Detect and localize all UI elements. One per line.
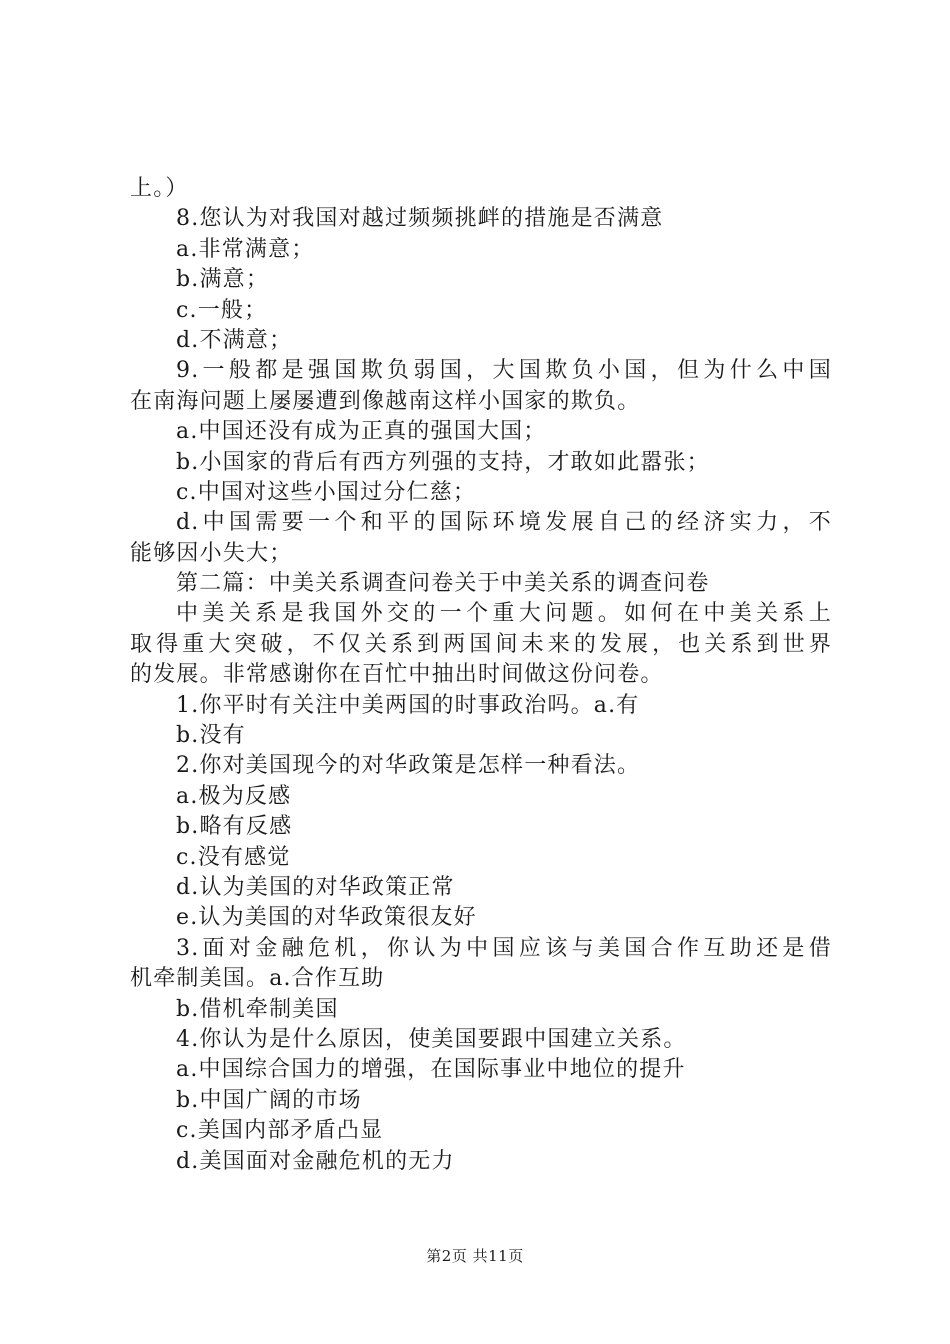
text-line: 机牵制美国。a.合作互助 [130, 966, 385, 992]
text-line: d.美国面对金融危机的无力 [176, 1148, 455, 1174]
page-footer: 第2页 共11页 [426, 1247, 524, 1265]
text-line: a.中国还没有成为正真的强国大国； [176, 419, 547, 445]
text-line: c.中国对这些小国过分仁慈； [176, 479, 477, 505]
text-line: 的发展。非常感谢你在百忙中抽出时间做这份问卷。 [130, 662, 664, 688]
text-line: 2.你对美国现今的对华政策是怎样一种看法。 [176, 753, 641, 779]
text-line: c.没有感觉 [176, 844, 291, 870]
document-body [130, 174, 832, 1177]
text-line: b.满意； [176, 267, 270, 293]
text-line: d.中国需要一个和平的国际环境发展自己的经济实力，不 [176, 510, 832, 536]
text-line: 取得重大突破，不仅关系到两国间未来的发展，也关系到世界 [130, 631, 832, 657]
text-line: e.认为美国的对华政策很友好 [176, 905, 477, 931]
text-line: 能够因小失大； [130, 540, 293, 566]
text-line: 1.你平时有关注中美两国的时事政治吗。a.有 [176, 692, 640, 718]
text-line: b.中国广阔的市场 [176, 1087, 362, 1113]
text-line: a.中国综合国力的增强，在国际事业中地位的提升 [176, 1057, 686, 1083]
text-line: d.不满意； [176, 327, 293, 353]
text-line: 8.您认为对我国对越过频频挑衅的措施是否满意 [176, 206, 664, 232]
text-line: 9.一般都是强国欺负弱国，大国欺负小国，但为什么中国 [176, 358, 832, 384]
text-line: 中美关系是我国外交的一个重大问题。如何在中美关系上 [176, 601, 832, 627]
text-line: b.没有 [176, 723, 246, 749]
text-line: d.认为美国的对华政策正常 [176, 874, 455, 900]
text-line: 上。） [130, 176, 189, 201]
text-line: a.极为反感 [176, 783, 292, 809]
text-line: a.非常满意； [176, 236, 315, 262]
text-line: b.借机牵制美国 [176, 996, 339, 1022]
text-line: 在南海问题上屡屡遭到像越南这样小国家的欺负。 [130, 388, 641, 414]
text-line: 第二篇：中美关系调查问卷关于中美关系的调查问卷 [176, 571, 710, 597]
text-line: 3.面对金融危机，你认为中国应该与美国合作互助还是借 [176, 935, 832, 961]
text-line: b.略有反感 [176, 814, 293, 840]
text-line: b.小国家的背后有西方列强的支持，才敢如此嚣张； [176, 449, 710, 475]
text-line: c.一般； [176, 297, 268, 323]
text-line: c.美国内部矛盾凸显 [176, 1118, 384, 1144]
text-line: 4.你认为是什么原因，使美国要跟中国建立关系。 [176, 1026, 687, 1052]
